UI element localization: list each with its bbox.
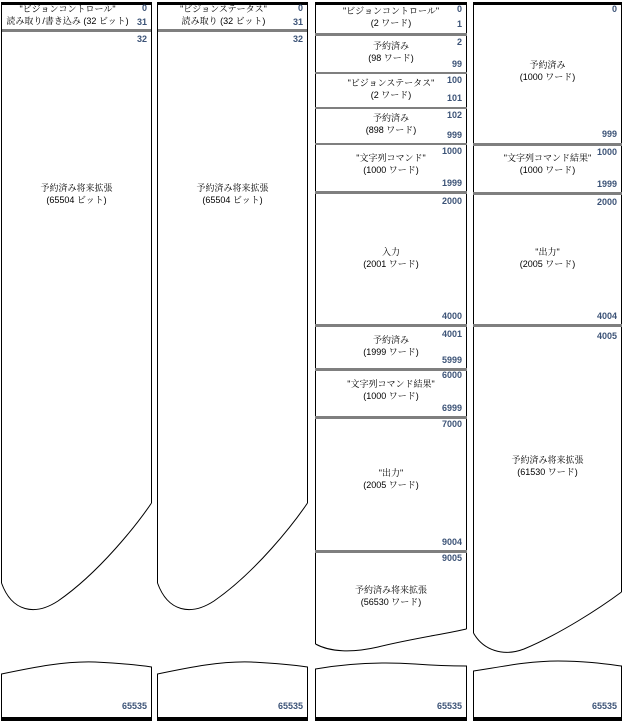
col3-sec5-label (316, 153, 466, 176)
col4-sec2-line1: "文字列コマンド結果" (503, 153, 592, 163)
col3-divider-5 (315, 191, 467, 194)
col2-body-start: 32 (292, 34, 303, 44)
col4-sec1-label (474, 60, 621, 83)
col4-sec3-label (474, 247, 621, 270)
col4-sec1-end: 999 (601, 129, 617, 139)
col3-sec5-line2: (1000 ワード) (363, 164, 419, 175)
col1-addr-max: 65535 (121, 701, 147, 711)
col2-header-divider (157, 29, 308, 32)
col3-sec6-label (316, 247, 466, 270)
col3-bottom-border (315, 717, 467, 721)
col4-sec1-start: 0 (611, 4, 617, 14)
col3-break-curve (316, 629, 467, 651)
col2-header-line2: 読み取り (32 ビット) (181, 15, 266, 26)
col3-sec6-line2: (2001 ワード) (363, 258, 419, 269)
col3-sec1-line1: "ビジョンコントロール" (342, 6, 440, 16)
col3-sec4-start: 102 (446, 110, 462, 120)
col3-sec5-start: 1000 (441, 146, 462, 156)
col3-sec7-start: 4001 (441, 329, 462, 339)
col3-sec5-end: 1999 (441, 178, 462, 188)
col3-addr-max: 65535 (436, 701, 462, 711)
col3-sec10-line1: 予約済み将来拡張 (354, 585, 427, 595)
col1-addr-end: 31 (136, 17, 147, 27)
col1-body-line1: 予約済み将来拡張 (40, 183, 113, 193)
col3-sec3-line2: (2 ワード) (370, 89, 412, 100)
col1-header-line2: 読み取り/書き込み (32 ビット) (6, 15, 129, 26)
col1-bottom-border (1, 717, 152, 721)
col4-sec4-label (474, 455, 621, 478)
col1-header-divider (1, 29, 152, 32)
col3-divider-6 (315, 324, 467, 327)
col4-sec1-line1: 予約済み (529, 60, 566, 70)
col3-sec2-start: 2 (456, 37, 462, 47)
col1-body-start: 32 (136, 34, 147, 44)
col3-sec6-line1: 入力 (381, 247, 400, 257)
col3-sec9-end: 9004 (441, 537, 462, 547)
col4-sec3-start: 2000 (596, 197, 617, 207)
col3-sec1-line2: (2 ワード) (370, 17, 412, 28)
col3-sec8-start: 6000 (441, 370, 462, 380)
col3-sec3-line1: "ビジョンステータス" (347, 78, 435, 88)
col4-sec2-end: 1999 (596, 179, 617, 189)
col4-sec4-start: 4005 (596, 331, 617, 341)
col3-divider-1 (315, 33, 467, 36)
col2-body-line1: 予約済み将来拡張 (196, 183, 269, 193)
col2-addr-start: 0 (297, 3, 303, 13)
col4-sec2-start: 1000 (596, 147, 617, 157)
col4-sec3-end: 4004 (596, 311, 617, 321)
col1-outline (1, 2, 152, 721)
col3-sec9-start: 7000 (441, 419, 462, 429)
col2-addr-end: 31 (292, 17, 303, 27)
col2-outline (157, 2, 308, 721)
col3-sec6-start: 2000 (441, 196, 462, 206)
col4-sec2-line2: (1000 ワード) (519, 164, 576, 175)
col3-sec9-line2: (2005 ワード) (363, 479, 419, 490)
col4-sec3-line2: (2005 ワード) (519, 258, 576, 269)
col3-sec4-line1: 予約済み (372, 113, 409, 123)
col2-break-curve (158, 503, 308, 610)
col3-sec8-line1: "文字列コマンド結果" (347, 379, 435, 389)
col2-header-line1: "ビジョンステータス" (180, 4, 267, 14)
col3-sec2-line2: (98 ワード) (368, 52, 414, 63)
col3-sec4-line2: (898 ワード) (365, 124, 417, 135)
col3-sec7-end: 5999 (441, 355, 462, 365)
col1-break-curve (2, 503, 152, 610)
col3-sec9-line1: "出力" (378, 468, 404, 478)
col2-bottom-border (157, 717, 308, 721)
col3-sec7-line1: 予約済み (372, 335, 409, 345)
col4-bottom-border (473, 717, 622, 721)
col3-sec8-label (316, 379, 466, 402)
col1-header-line1: "ビジョンコントロール" (19, 4, 116, 14)
col3-sec7-line2: (1999 ワード) (363, 346, 419, 357)
col4-divider-3 (473, 324, 622, 327)
col3-sec5-line1: "文字列コマンド" (356, 153, 426, 163)
col3-sec6-end: 4000 (441, 311, 462, 321)
col4-sec3-line1: "出力" (535, 247, 560, 257)
col4-sec1-line2: (1000 ワード) (519, 71, 576, 82)
col4-addr-max: 65535 (591, 701, 617, 711)
col1-body-line2: (65504 ビット) (46, 194, 107, 205)
col3-sec2-end: 99 (451, 59, 462, 69)
col3-sec9-label (316, 468, 466, 491)
col2-body-label (158, 183, 307, 206)
col4-sec4-line2: (61530 ワード) (517, 466, 578, 477)
col4-divider-1 (473, 143, 622, 146)
col4-break-curve (474, 592, 622, 652)
col3-divider-4 (315, 143, 467, 145)
col3-sec8-end: 6999 (441, 403, 462, 413)
col3-sec1-end: 1 (456, 19, 462, 29)
col3-sec3-start: 100 (446, 75, 462, 85)
col3-divider-3 (315, 107, 467, 109)
col3-sec4-end: 999 (446, 130, 462, 140)
col3-sec10-label (316, 585, 466, 608)
col4-divider-2 (473, 192, 622, 195)
col3-sec10-start: 9005 (441, 553, 462, 563)
col3-sec2-line1: 予約済み (372, 41, 409, 51)
col2-body-line2: (65504 ビット) (202, 194, 263, 205)
col4-sec4-line1: 予約済み将来拡張 (511, 455, 584, 465)
col4-outline (473, 2, 622, 721)
col1-addr-start: 0 (141, 3, 147, 13)
col3-sec10-line2: (56530 ワード) (360, 596, 422, 607)
col3-sec8-line2: (1000 ワード) (363, 390, 419, 401)
col3-sec3-end: 101 (446, 93, 462, 103)
col3-sec1-start: 0 (456, 4, 462, 14)
col1-body-label (2, 183, 151, 206)
col3-divider-2 (315, 72, 467, 74)
col2-addr-max: 65535 (277, 701, 303, 711)
